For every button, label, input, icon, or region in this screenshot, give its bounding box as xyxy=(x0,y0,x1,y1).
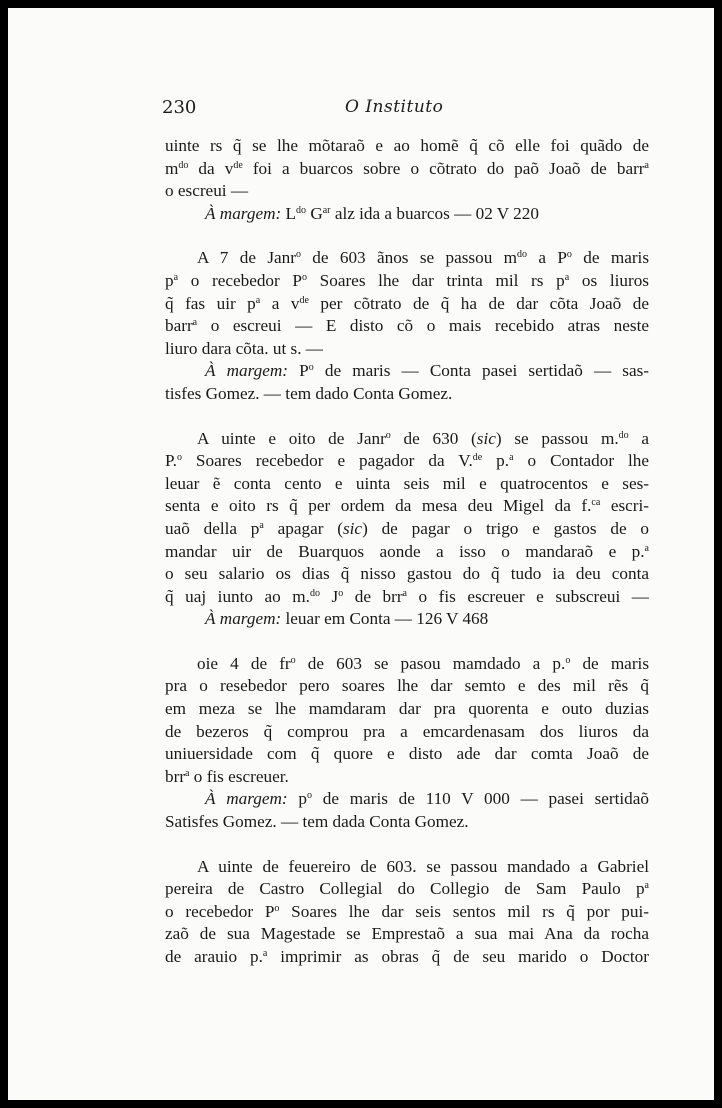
text-line: Satisfes Gomez. — tem dada Conta Gomez. xyxy=(165,812,469,832)
text-line: de bezeros q̃ comprou pra a emcardenasam dos liuros da xyxy=(165,721,649,741)
text-line: q̃ fas uir $p^a$ a $v^{de}$ per cõtrato de q̃ ha de dar cõta Joaõ de xyxy=(165,293,649,313)
page-number: 230 xyxy=(162,97,197,118)
text-line: oie 4 de $fr^o$ de 603 se pasou mamdado a p.$^o$ de maris xyxy=(197,653,650,673)
text-line: A 7 de Janr$^o$ de 603 ãnos se passou $m^{do}$ a $P^o$ de maris xyxy=(197,248,650,268)
text-line: barr$^a$ o escreui — E disto cõ o mais recebido atras neste xyxy=(165,316,649,336)
text-line: o seu salario os dias q̃ nisso gastou do q̃ tudo ia deu conta xyxy=(165,564,649,584)
text-line: o escreui — xyxy=(165,181,249,201)
running-header xyxy=(8,97,714,121)
text-line: A uinte e oito de Janr$^o$ de 630 (sic) se passou m.$^{do}$ a xyxy=(197,428,650,448)
paragraph-2 xyxy=(165,247,649,360)
journal-title: O Instituto xyxy=(345,97,444,117)
text-line: q̃ uaj iunto ao m.$^{do}$ $J^o$ de brr$^a$ o fis escreuer e subscreui — xyxy=(165,586,649,606)
text-line: P.$^o$ Soares recebedor e pagador da V.$^{de}$ p.$^a$ o Contador lhe xyxy=(165,451,650,471)
margin-label: À margem: xyxy=(205,203,282,223)
body-text xyxy=(165,135,649,969)
text-line: $m^{do}$ da $v^{de}$ foi a buarcos sobre o cõtrato do paõ Joaõ de barr$^a$ xyxy=(165,158,649,178)
paragraph-3 xyxy=(165,428,649,609)
margin-note-4 xyxy=(165,788,649,833)
paragraph-1 xyxy=(165,135,649,203)
margin-label: À margem: xyxy=(205,789,288,809)
text-line: mandar uir de Buarquos aonde a isso o mandaraõ e p.$^a$ xyxy=(165,541,649,561)
text-line: liuro dara cõta. ut s. — xyxy=(165,338,323,358)
text-line: brr$^a$ o fis escreuer. xyxy=(165,766,289,786)
text-line: uaõ della $p^a$ apagar (sic) de pagar o trigo e gastos de o xyxy=(165,518,649,538)
text-line: A uinte de feuereiro de 603. se passou mandado a Gabriel xyxy=(197,856,649,876)
text-line: À margem: $p^o$ de maris de 110 V 000 — pasei sertidaõ xyxy=(205,789,649,809)
margin-note-1 xyxy=(165,203,649,226)
text-line: pra o resebedor pero soares lhe dar semto e des mil rẽs q̃ xyxy=(165,676,649,696)
text-line: uniuersidade com q̃ quore e disto ade dar comta Joaõ de xyxy=(165,744,649,764)
text-line: À margem: leuar em Conta — 126 V 468 xyxy=(205,609,489,629)
document-page xyxy=(8,8,714,1100)
paragraph-4 xyxy=(165,653,649,789)
margin-label: À margem: xyxy=(205,609,282,629)
text-line: zaõ de sua Magestade se Emprestaõ a sua mai Ana da rocha xyxy=(165,924,649,944)
paragraph-5 xyxy=(165,856,649,969)
margin-note-2 xyxy=(165,360,649,405)
text-line: À margem: $P^o$ de maris — Conta pasei sertidaõ — sas- xyxy=(205,361,649,381)
text-line: senta e oito rs q̃ per ordem da mesa deu Migel da f.$^{ca}$ escri- xyxy=(165,496,649,516)
text-line: À margem: $L^{do}$ $G^{ar}$ alz ida a buarcos — 02 V 220 xyxy=(205,203,539,223)
text-line: o recebedor $P^o$ Soares lhe dar seis sentos mil rs q̃ por pui- xyxy=(165,901,649,921)
text-line: $p^a$ o recebedor $P^o$ Soares lhe dar trinta mil rs $p^a$ os liuros xyxy=(165,270,650,290)
margin-note-3 xyxy=(165,608,649,631)
text-line: uinte rs q̃ se lhe mõtaraõ e ao homẽ q̃ cõ elle foi quãdo de xyxy=(165,136,649,155)
text-line: tisfes Gomez. — tem dado Conta Gomez. xyxy=(165,383,453,403)
text-line: em meza se lhe mamdaram dar pra quorenta e outo duzias xyxy=(165,699,649,719)
text-line: pereira de Castro Collegial do Collegio de Sam Paulo $p^a$ xyxy=(165,879,649,899)
text-line: leuar ẽ conta cento e uinta seis mil e quatrocentos e ses- xyxy=(165,473,649,493)
text-line: de arauio p.$^a$ imprimir as obras q̃ de seu marido o Doctor xyxy=(165,947,650,966)
margin-label: À margem: xyxy=(205,361,289,381)
